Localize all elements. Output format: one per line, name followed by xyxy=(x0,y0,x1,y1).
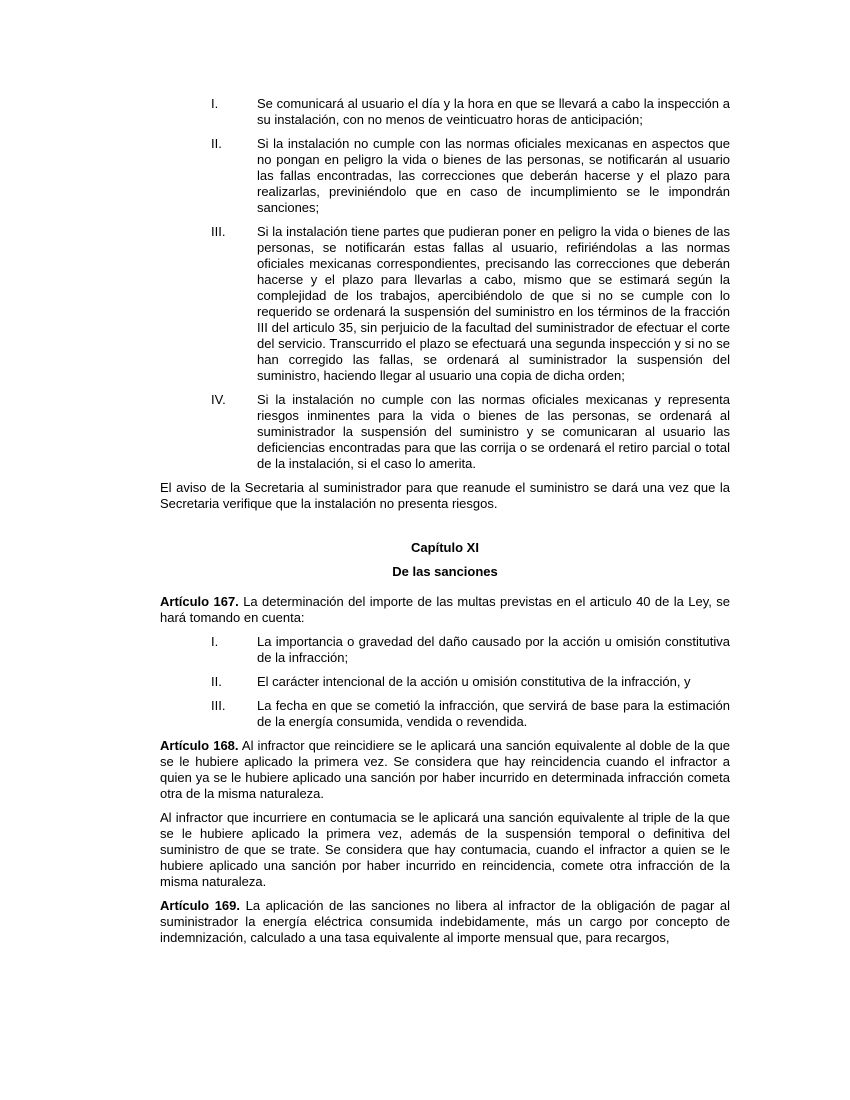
article-169-label: Artículo 169. xyxy=(160,898,240,913)
article-167-text: La determinación del importe de las multas previstas en el articulo 40 de la Ley, se hará tomando en cuenta: xyxy=(160,594,730,625)
fraction-text: Si la instalación no cumple con las normas oficiales mexicanas en aspectos que no pongan en peligro la vida o bienes de las personas, se notificarán al usuario las fallas encontradas, las correcciones que deberán hacerse y el plazo para realizarlas, previniéndolo que en caso de incumplimiento se le impondrán sanciones; xyxy=(257,136,730,215)
fraction-numeral: I. xyxy=(211,634,219,649)
fraction-item-1 xyxy=(160,96,730,128)
fraction-item-3 xyxy=(160,224,730,384)
article-167-fraction-1 xyxy=(160,634,730,666)
fraction-numeral: III. xyxy=(211,224,226,239)
fraction-text: El carácter intencional de la acción u omisión constitutiva de la infracción, y xyxy=(257,674,691,689)
article-168-text: Al infractor que reincidiere se le aplicará una sanción equivalente al doble de la que se le hubiere aplicado la primera vez. Se considera que hay reincidencia cuando el infractor a quien ya se le hubiere aplicado una sanción por haber incurrido en determinada infracción cometa otra de la misma naturaleza. xyxy=(160,738,730,801)
fraction-text: Si la instalación no cumple con las normas oficiales mexicanas y representa riesgos inminentes para la vida o bienes de las personas, se ordenará al suministrador la suspensión del suministro y se comunicaran al usuario las deficiencias encontradas para que las corrija o se ordenará el retiro parcial o total de la instalación, si el caso lo amerita. xyxy=(257,392,730,471)
fraction-item-2 xyxy=(160,136,730,216)
article-167-label: Artículo 167. xyxy=(160,594,239,609)
aviso-paragraph: El aviso de la Secretaria al suministrador para que reanude el suministro se dará una vez que la Secretaria verifique que la instalación no presenta riesgos. xyxy=(160,480,730,511)
fraction-numeral: I. xyxy=(211,96,219,111)
article-168-label: Artículo 168. xyxy=(160,738,239,753)
fraction-text: La importancia o gravedad del daño causado por la acción u omisión constitutiva de la infracción; xyxy=(257,634,730,665)
article-167-fraction-2 xyxy=(160,674,730,690)
fraction-item-4 xyxy=(160,392,730,472)
fraction-text: Si la instalación tiene partes que pudieran poner en peligro la vida o bienes de las personas, se notificarán estas fallas al usuario, refiriéndolas a las normas oficiales mexicanas correspondientes, precisando las correcciones que deberán hacerse y el plazo para llevarlas a cabo, mismo que se estimará según la complejidad de los trabajos, apercibiéndolo de que si no se cumple con lo requerido se ordenará la suspensión del suministro en los términos de la fracción III del articulo 35, sin perjuicio de la facultad del suministrador de efectuar el corte del servicio. Transcurrido el plazo se efectuará una segunda inspección y si no se han corregido las fallas, se ordenará al suministrador la suspensión del suministro, haciendo llegar al usuario una copia de dicha orden; xyxy=(257,224,730,383)
article-167-fraction-3 xyxy=(160,698,730,730)
document-content xyxy=(160,96,730,954)
chapter-subtitle: De las sanciones xyxy=(392,564,498,579)
fraction-numeral: II. xyxy=(211,136,222,151)
article-167-intro xyxy=(160,594,730,626)
article-169-paragraph-1 xyxy=(160,898,730,946)
article-169-text: La aplicación de las sanciones no libera al infractor de la obligación de pagar al suministrador la energía eléctrica consumida indebidamente, más un cargo por concepto de indemnización, calculado a una tasa equivalente al importe mensual que, para recargos, xyxy=(160,898,730,945)
fraction-text: La fecha en que se cometió la infracción, que servirá de base para la estimación de la energía consumida, vendida o revendida. xyxy=(257,698,730,729)
fraction-numeral: III. xyxy=(211,698,226,713)
chapter-title: Capítulo XI xyxy=(411,540,479,555)
fraction-numeral: II. xyxy=(211,674,222,689)
article-168-paragraph-2: Al infractor que incurriere en contumacia se le aplicará una sanción equivalente al triple de la que se le hubiere aplicado la primera vez, además de la suspensión temporal o definitiva del suministro de que se trate. Se considera que hay contumacia, cuando el infractor a quien se le hubiere aplicado una sanción por haber incurrido en reincidencia, comete otra infracción de la misma naturaleza. xyxy=(160,810,730,889)
article-168-paragraph-1 xyxy=(160,738,730,802)
fraction-text: Se comunicará al usuario el día y la hora en que se llevará a cabo la inspección a su instalación, con no menos de veinticuatro horas de anticipación; xyxy=(257,96,730,127)
fraction-numeral: IV. xyxy=(211,392,226,407)
